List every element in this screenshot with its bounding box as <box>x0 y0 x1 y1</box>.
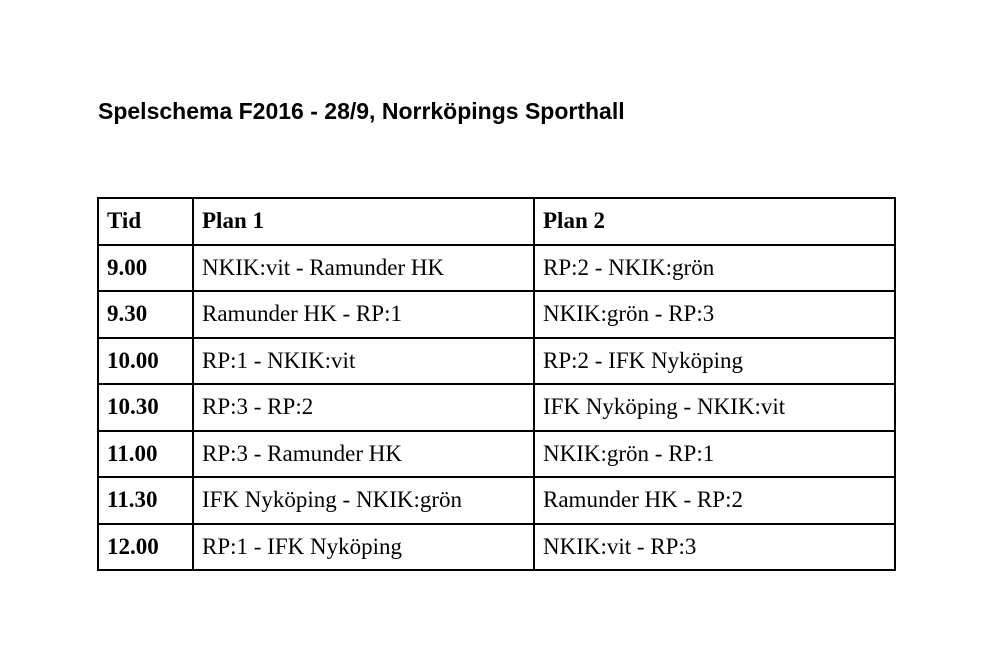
plan-2-match: NKIK:grön - RP:3 <box>534 291 895 338</box>
time-cell: 11.00 <box>98 431 193 478</box>
table-row <box>98 291 895 338</box>
table-row <box>98 384 895 431</box>
time-cell: 10.00 <box>98 338 193 385</box>
plan-1-match: RP:1 - IFK Nyköping <box>193 524 534 571</box>
time-cell: 10.30 <box>98 384 193 431</box>
plan-2-match: Ramunder HK - RP:2 <box>534 477 895 524</box>
schedule-table <box>97 197 896 571</box>
plan-1-match: RP:1 - NKIK:vit <box>193 338 534 385</box>
time-cell: 12.00 <box>98 524 193 571</box>
plan-1-match: NKIK:vit - Ramunder HK <box>193 245 534 292</box>
time-cell: 9.00 <box>98 245 193 292</box>
document-title: Spelschema F2016 - 28/9, Norrköpings Sporthall <box>98 98 625 124</box>
header-plan-2: Plan 2 <box>534 198 895 245</box>
time-cell: 11.30 <box>98 477 193 524</box>
table-row <box>98 245 895 292</box>
table-header-row <box>98 198 895 245</box>
plan-2-match: NKIK:grön - RP:1 <box>534 431 895 478</box>
time-cell: 9.30 <box>98 291 193 338</box>
table-row <box>98 338 895 385</box>
header-plan-1: Plan 1 <box>193 198 534 245</box>
plan-1-match: Ramunder HK - RP:1 <box>193 291 534 338</box>
plan-2-match: IFK Nyköping - NKIK:vit <box>534 384 895 431</box>
plan-1-match: IFK Nyköping - NKIK:grön <box>193 477 534 524</box>
plan-1-match: RP:3 - RP:2 <box>193 384 534 431</box>
plan-1-match: RP:3 - Ramunder HK <box>193 431 534 478</box>
plan-2-match: RP:2 - NKIK:grön <box>534 245 895 292</box>
table-row <box>98 524 895 571</box>
table-row <box>98 431 895 478</box>
header-tid: Tid <box>98 198 193 245</box>
plan-2-match: RP:2 - IFK Nyköping <box>534 338 895 385</box>
table-row <box>98 477 895 524</box>
plan-2-match: NKIK:vit - RP:3 <box>534 524 895 571</box>
